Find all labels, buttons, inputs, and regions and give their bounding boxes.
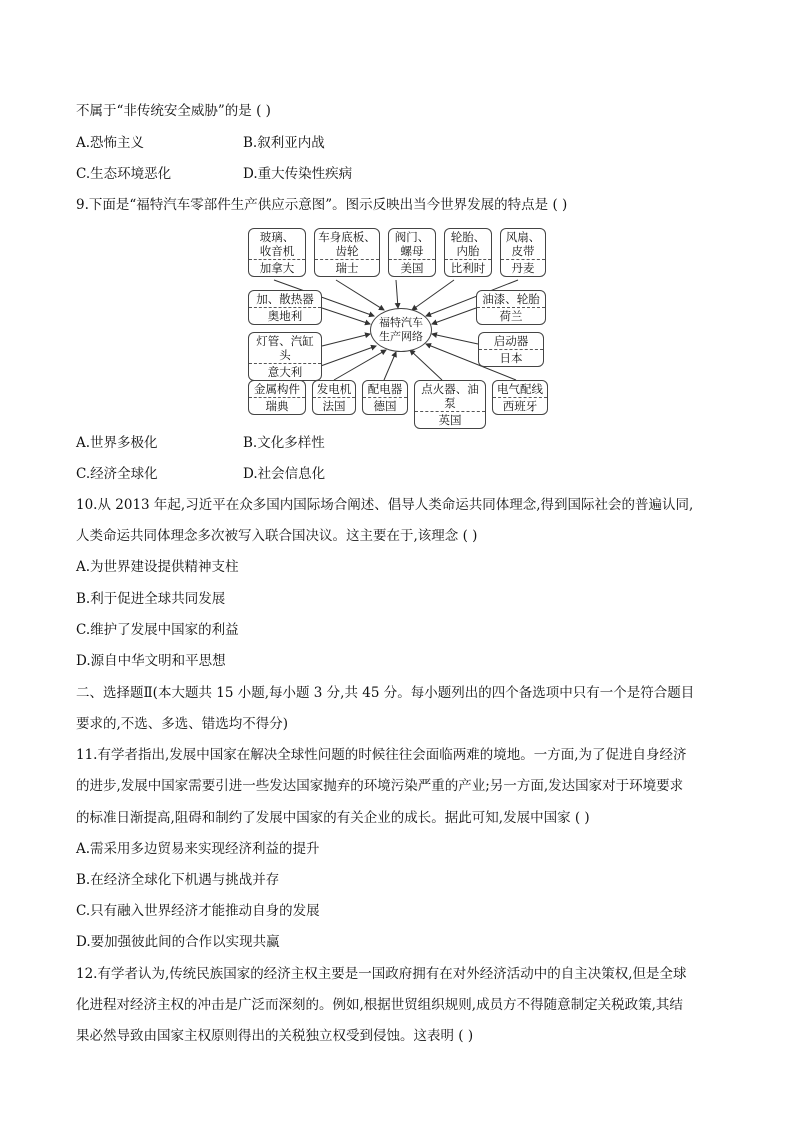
node-part: 皮带	[511, 244, 535, 258]
node-country: 奥地利	[249, 307, 321, 324]
q9-option-c: C.经济全球化	[76, 466, 158, 482]
node-part: 螺母	[400, 244, 424, 258]
node-country: 日本	[479, 349, 543, 366]
node-part: 启动器	[493, 334, 529, 348]
node-part: 车身底板、	[318, 230, 376, 244]
node-part: 阀门、	[394, 230, 430, 244]
q11-option-b: B.在经济全球化下机遇与挑战并存	[76, 872, 280, 888]
q8-option-c: C.生态环境恶化	[76, 166, 172, 182]
node-part: 灯管、汽缸头	[256, 334, 314, 362]
q9-stem: 9.下面是“福特汽车零部件生产供应示意图”。图示反映出当今世界发展的特点是 ( )	[76, 197, 568, 213]
q10-stem-line-2: 人类命运共同体理念多次被写入联合国决议。这主要在于,该理念 ( )	[76, 528, 478, 544]
node-spain	[492, 380, 548, 415]
node-sweden	[248, 380, 306, 415]
node-netherlands	[476, 290, 546, 325]
q10-option-c: C.维护了发展中国家的利益	[76, 622, 239, 638]
node-part: 配电器	[367, 382, 403, 396]
node-part: 齿轮	[335, 244, 359, 258]
q10-option-b: B.利于促进全球共同发展	[76, 591, 226, 607]
node-italy	[248, 332, 322, 381]
q11-stem-line-3: 的标准日渐提高,阻碍和制约了发展中国家的有关企业的成长。据此可知,发展中国家 ( )	[76, 810, 590, 826]
node-country: 丹麦	[501, 259, 545, 276]
node-part: 发电机	[316, 382, 352, 396]
node-country: 英国	[415, 411, 485, 428]
node-country: 瑞士	[315, 259, 379, 276]
q10-stem-line-1: 10.从 2013 年起,习近平在众多国内国际场合阐述、倡导人类命运共同体理念,得到国际社会的普遍认同,	[76, 497, 694, 513]
ford-supply-diagram	[246, 228, 548, 427]
q11-stem-line-1: 11.有学者指出,发展中国家在解决全球性问题的时候往往会面临两难的境地。一方面,为了促进自身经济	[76, 747, 687, 763]
diagram-center-ford	[370, 308, 432, 352]
q12-stem-line-2: 化进程对经济主权的冲击是广泛而深刻的。例如,根据世贸组织规则,成员方不得随意制定关税政策,其结	[76, 997, 683, 1013]
node-part: 点火器、油泵	[421, 382, 479, 410]
node-japan	[478, 332, 544, 367]
q12-stem-line-1: 12.有学者认为,传统民族国家的经济主权主要是一国政府拥有在对外经济活动中的自主决策权,但是全球	[76, 966, 687, 982]
node-country: 法国	[313, 397, 355, 414]
node-usa	[388, 228, 436, 277]
node-part: 风扇、	[505, 230, 541, 244]
node-part: 电气配线	[497, 382, 543, 396]
center-line-2: 生产网络	[379, 330, 423, 343]
q11-option-a: A.需采用多边贸易来实现经济利益的提升	[76, 841, 320, 857]
node-part: 轮胎、	[450, 230, 486, 244]
q8-option-b: B.叙利亚内战	[243, 135, 325, 151]
node-france	[312, 380, 356, 415]
node-part: 金属构件	[254, 382, 300, 396]
node-austria	[248, 290, 322, 325]
node-country: 美国	[389, 259, 435, 276]
node-canada	[248, 228, 306, 277]
node-part: 玻璃、	[259, 230, 295, 244]
node-belgium	[444, 228, 492, 277]
node-country: 加拿大	[249, 259, 305, 276]
node-country: 比利时	[445, 259, 491, 276]
q11-stem-line-2: 的进步,发展中国家需要引进一些发达国家抛弃的环境污染严重的产业;另一方面,发达国家对于环境要求	[76, 778, 684, 794]
q8-option-d: D.重大传染性疾病	[243, 166, 353, 182]
node-country: 西班牙	[493, 397, 547, 414]
center-line-1: 福特汽车	[379, 316, 423, 329]
section2-header-line-1: 二、选择题Ⅱ(本大题共 15 小题,每小题 3 分,共 45 分。每小题列出的四个备选项中只有一个是符合题目	[76, 685, 695, 701]
section2-header-line-2: 要求的,不选、多选、错选均不得分)	[76, 716, 289, 732]
q10-option-a: A.为世界建设提供精神支柱	[76, 559, 239, 575]
node-part: 油漆、轮胎	[482, 292, 540, 306]
q11-option-d: D.要加强彼此间的合作以实现共赢	[76, 934, 280, 950]
node-country: 瑞典	[249, 397, 305, 414]
q9-option-a: A.世界多极化	[76, 435, 158, 451]
q12-stem-line-3: 果必然导致由国家主权原则得出的关税独立权受到侵蚀。这表明 ( )	[76, 1028, 474, 1044]
node-uk	[414, 380, 486, 429]
node-germany	[362, 380, 408, 415]
q8-option-a: A.恐怖主义	[76, 135, 145, 151]
node-denmark	[500, 228, 546, 277]
node-switzerland	[314, 228, 380, 277]
node-country: 意大利	[249, 363, 321, 380]
node-country: 德国	[363, 397, 407, 414]
node-part: 内胎	[456, 244, 480, 258]
q8-stem: 不属于“非传统安全威胁”的是 ( )	[76, 103, 271, 119]
node-part: 收音机	[259, 244, 295, 258]
node-part: 加、散热器	[256, 292, 314, 306]
q9-option-b: B.文化多样性	[243, 435, 325, 451]
q9-option-d: D.社会信息化	[243, 466, 326, 482]
node-country: 荷兰	[477, 307, 545, 324]
q11-option-c: C.只有融入世界经济才能推动自身的发展	[76, 903, 320, 919]
q10-option-d: D.源自中华文明和平思想	[76, 653, 226, 669]
